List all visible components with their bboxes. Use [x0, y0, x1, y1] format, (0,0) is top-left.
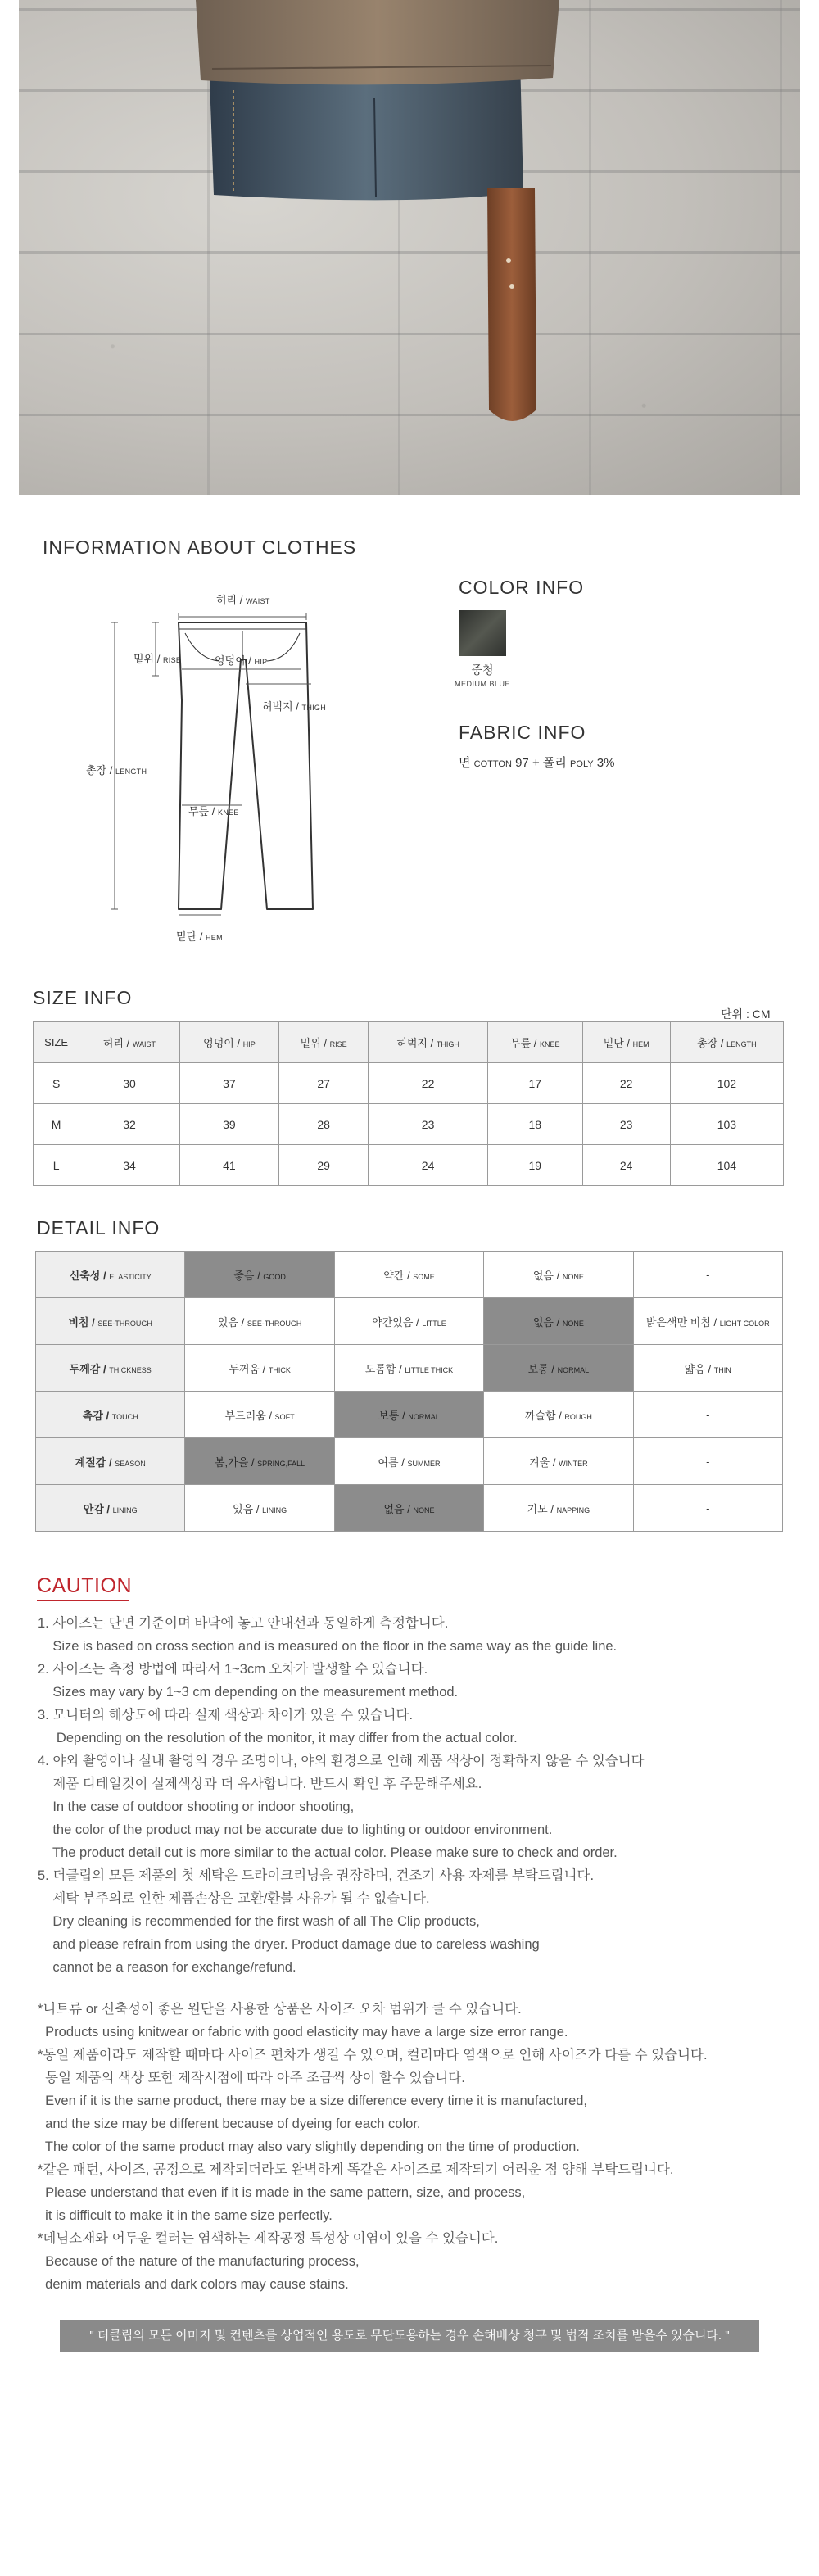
- detail-option: 여름 / SUMMER: [334, 1438, 483, 1485]
- detail-option-selected: 봄,가을 / SPRING,FALL: [185, 1438, 334, 1485]
- note-line: *동일 제품이라도 제작할 때마다 사이즈 편차가 생길 수 있으며, 컬러마다 염색으로 인해 사이즈가 다를 수 있습니다.: [38, 2048, 708, 2062]
- color-name-ko: 중청: [471, 663, 494, 677]
- size-cell: S: [34, 1063, 79, 1104]
- size-table-header-row: [34, 1022, 784, 1063]
- caution-line: Dry cleaning is recommended for the first wash of all The Clip products,: [38, 1914, 480, 1929]
- note-line: it is difficult to make it in the same size perfectly.: [38, 2208, 333, 2223]
- size-cell: 37: [179, 1063, 278, 1104]
- size-info-heading: SIZE INFO: [33, 987, 133, 1008]
- copyright-banner: " 더클립의 모든 이미지 및 컨텐츠를 상업적인 용도로 무단도용하는 경우 손해배상 청구 및 법적 조치를 받을수 있습니다. ": [60, 2320, 759, 2352]
- note-line: Because of the nature of the manufacturing process,: [38, 2254, 360, 2269]
- detail-option-selected: 없음 / NONE: [334, 1485, 483, 1532]
- note-line: *같은 패턴, 사이즈, 공정으로 제작되더라도 완벽하게 똑같은 사이즈로 제작되기 어려운 점 양해 부탁드립니다.: [38, 2162, 674, 2177]
- detail-label: 촉감 / TOUCH: [36, 1392, 185, 1438]
- detail-label: 안감 / LINING: [36, 1485, 185, 1532]
- note-line: The color of the same product may also vary slightly depending on the time of production.: [38, 2139, 580, 2154]
- caution-line: 세탁 부주의로 인한 제품손상은 교환/환불 사유가 될 수 없습니다.: [38, 1891, 430, 1906]
- diagram-label-waist: 허리 / WAIST: [216, 594, 270, 606]
- detail-option: 얇음 / THIN: [633, 1345, 782, 1392]
- diagram-label-hem: 밑단 / HEM: [176, 930, 223, 943]
- size-cell: 30: [79, 1063, 180, 1104]
- detail-row-elasticity: [36, 1252, 783, 1298]
- detail-row-season: [36, 1438, 783, 1485]
- detail-option: 있음 / LINING: [185, 1485, 334, 1532]
- detail-info-heading: DETAIL INFO: [37, 1217, 161, 1238]
- fabric-composition: 면 COTTON 97 + 폴리 POLY 3%: [459, 756, 615, 770]
- detail-option: 기모 / NAPPING: [484, 1485, 633, 1532]
- caution-heading: CAUTION: [37, 1574, 132, 1597]
- color-name-en: MEDIUM BLUE: [454, 680, 510, 688]
- info-clothes-heading: INFORMATION ABOUT CLOTHES: [43, 536, 357, 558]
- detail-option: 밝은색만 비침 / LIGHT COLOR: [633, 1298, 782, 1345]
- caution-line: Depending on the resolution of the monitor, it may differ from the actual color.: [38, 1731, 518, 1745]
- diagram-label-knee: 무릎 / KNEE: [188, 805, 239, 817]
- detail-option: -: [633, 1438, 782, 1485]
- color-swatch: [459, 610, 506, 656]
- diagram-label-hip: 엉덩이 / HIP: [215, 654, 268, 667]
- caution-line: In the case of outdoor shooting or indoor shooting,: [38, 1800, 355, 1814]
- note-line: Products using knitwear or fabric with good elasticity may have a large size error range.: [38, 2025, 568, 2040]
- note-line: *데님소재와 어두운 컬러는 염색하는 제작공정 특성상 이염이 있을 수 있습니다.: [38, 2231, 499, 2246]
- detail-label: 비침 / SEE-THROUGH: [36, 1298, 185, 1345]
- caution-line: cannot be a reason for exchange/refund.: [38, 1960, 296, 1975]
- size-cell: 27: [279, 1063, 369, 1104]
- detail-option: 있음 / SEE-THROUGH: [185, 1298, 334, 1345]
- size-row-s: [34, 1063, 784, 1104]
- size-col-length: 총장 / LENGTH: [670, 1022, 783, 1063]
- detail-label: 두께감 / THICKNESS: [36, 1345, 185, 1392]
- detail-option: 겨울 / WINTER: [484, 1438, 633, 1485]
- size-table: [33, 1021, 784, 1186]
- detail-option: 약간있음 / LITTLE: [334, 1298, 483, 1345]
- caution-line: Size is based on cross section and is measured on the floor in the same way as the guide line.: [38, 1639, 618, 1654]
- size-cell: 22: [369, 1063, 488, 1104]
- size-cell: 28: [279, 1104, 369, 1145]
- caution-line: Sizes may vary by 1~3 cm depending on the measurement method.: [38, 1685, 459, 1700]
- detail-option: 도톰함 / LITTLE THICK: [334, 1345, 483, 1392]
- detail-label: 계절감 / SEASON: [36, 1438, 185, 1485]
- detail-option-selected: 보통 / NORMAL: [334, 1392, 483, 1438]
- size-cell: 17: [487, 1063, 582, 1104]
- note-line: Even if it is the same product, there may be a size difference every time it is manufactured,: [38, 2094, 588, 2108]
- caution-line: the color of the product may not be accurate due to lighting or outdoor environment.: [38, 1822, 553, 1837]
- note-line: Please understand that even if it is made in the same pattern, size, and process,: [38, 2185, 526, 2200]
- hanging-jeans-illustration: [19, 0, 800, 495]
- size-cell: 104: [670, 1145, 783, 1186]
- size-cell: 39: [179, 1104, 278, 1145]
- size-cell: 18: [487, 1104, 582, 1145]
- caution-line: 4. 야외 촬영이나 실내 촬영의 경우 조명이나, 야외 환경으로 인해 제품 색상이 정확하지 않을 수 있습니다: [38, 1754, 645, 1768]
- detail-option: 부드러움 / SOFT: [185, 1392, 334, 1438]
- size-cell: 102: [670, 1063, 783, 1104]
- size-cell: 32: [79, 1104, 180, 1145]
- detail-table: [35, 1251, 783, 1532]
- caution-line: 제품 디테일컷이 실제색상과 더 유사합니다. 반드시 확인 후 주문해주세요.: [38, 1777, 482, 1791]
- color-info-heading: COLOR INFO: [459, 577, 585, 598]
- detail-option: 두꺼움 / THICK: [185, 1345, 334, 1392]
- size-col-knee: 무릎 / KNEE: [487, 1022, 582, 1063]
- diagram-label-length: 총장 / LENGTH: [86, 764, 147, 776]
- size-cell: 22: [582, 1063, 670, 1104]
- size-row-l: [34, 1145, 784, 1186]
- diagram-label-rise: 밑위 / RISE: [133, 653, 182, 665]
- caution-line: and please refrain from using the dryer. Product damage due to careless washing: [38, 1937, 540, 1952]
- size-cell: 23: [369, 1104, 488, 1145]
- size-unit: 단위 : CM: [721, 1007, 771, 1021]
- diagram-label-thigh: 허벅지 / THIGH: [262, 700, 327, 713]
- size-col-size: SIZE: [34, 1022, 79, 1063]
- size-cell: 23: [582, 1104, 670, 1145]
- size-cell: 29: [279, 1145, 369, 1186]
- caution-line: 2. 사이즈는 측정 방법에 따라서 1~3cm 오차가 발생할 수 있습니다.: [38, 1662, 428, 1677]
- fabric-info-heading: FABRIC INFO: [459, 722, 586, 743]
- size-col-waist: 허리 / WAIST: [79, 1022, 180, 1063]
- size-row-m: [34, 1104, 784, 1145]
- size-cell: 41: [179, 1145, 278, 1186]
- detail-option: 없음 / NONE: [484, 1252, 633, 1298]
- detail-row-thickness: [36, 1345, 783, 1392]
- caution-line: The product detail cut is more similar to the actual color. Please make sure to check and order.: [38, 1845, 618, 1860]
- note-line: *니트류 or 신축성이 좋은 원단을 사용한 상품은 사이즈 오차 범위가 클 수 있습니다.: [38, 2002, 522, 2017]
- product-photo: [19, 0, 800, 495]
- note-line: 동일 제품의 색상 또한 제작시점에 따라 아주 조금씩 상이 할수 있습니다.: [38, 2071, 465, 2085]
- detail-option: 까슬함 / ROUGH: [484, 1392, 633, 1438]
- size-cell: L: [34, 1145, 79, 1186]
- detail-label: 신축성 / ELASTICITY: [36, 1252, 185, 1298]
- caution-line: 1. 사이즈는 단면 기준이며 바닥에 놓고 안내선과 동일하게 측정합니다.: [38, 1616, 449, 1631]
- size-col-rise: 밑위 / RISE: [279, 1022, 369, 1063]
- detail-option: -: [633, 1485, 782, 1532]
- size-cell: 24: [582, 1145, 670, 1186]
- size-col-hip: 엉덩이 / HIP: [179, 1022, 278, 1063]
- detail-option: 약간 / SOME: [334, 1252, 483, 1298]
- detail-row-see-through: [36, 1298, 783, 1345]
- detail-row-touch: [36, 1392, 783, 1438]
- note-line: denim materials and dark colors may cause stains.: [38, 2277, 349, 2292]
- note-line: and the size may be different because of dyeing for each color.: [38, 2116, 421, 2131]
- detail-option-selected: 좋음 / GOOD: [185, 1252, 334, 1298]
- caution-underline: [37, 1600, 129, 1601]
- size-cell: M: [34, 1104, 79, 1145]
- caution-line: 3. 모니터의 해상도에 따라 실제 색상과 차이가 있을 수 있습니다.: [38, 1708, 414, 1723]
- size-col-hem: 밑단 / HEM: [582, 1022, 670, 1063]
- detail-option: -: [633, 1252, 782, 1298]
- detail-option-selected: 보통 / NORMAL: [484, 1345, 633, 1392]
- detail-row-lining: [36, 1485, 783, 1532]
- size-cell: 19: [487, 1145, 582, 1186]
- size-col-thigh: 허벅지 / THIGH: [369, 1022, 488, 1063]
- caution-line: 5. 더클립의 모든 제품의 첫 세탁은 드라이크리닝을 권장하며, 건조기 사용 자제를 부탁드립니다.: [38, 1868, 595, 1883]
- size-cell: 24: [369, 1145, 488, 1186]
- detail-option-selected: 없음 / NONE: [484, 1298, 633, 1345]
- detail-option: -: [633, 1392, 782, 1438]
- size-cell: 103: [670, 1104, 783, 1145]
- size-cell: 34: [79, 1145, 180, 1186]
